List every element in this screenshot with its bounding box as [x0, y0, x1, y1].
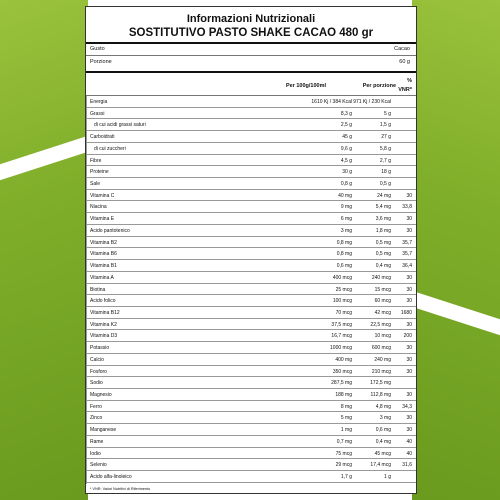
value-per100: 100 mcg [332, 298, 352, 305]
value-portion: 1 g [384, 474, 391, 480]
value-vnr: 30 [406, 415, 412, 422]
divider [86, 42, 416, 44]
value-portion: 1,5 g [379, 122, 391, 129]
background-right-green [412, 0, 500, 500]
value-per100: 2,5 g [340, 122, 352, 129]
nutrient-name: Vitamina D3 [90, 333, 118, 340]
nutrient-name: Rame [90, 438, 104, 445]
nutrient-name: Vitamina A [90, 274, 114, 281]
table-row [86, 366, 416, 378]
value-per100: 16,7 mcg [331, 333, 352, 340]
value-portion: 22,5 mcg [370, 321, 391, 328]
nutrient-name: Vitamina B12 [90, 309, 120, 316]
value-per100: 400 mcg [332, 274, 352, 281]
value-vnr: 30 [406, 298, 412, 305]
value-per100: 287,5 mg [331, 380, 352, 387]
table-row [86, 190, 416, 202]
table-row [86, 377, 416, 389]
value-portion: 17,4 mcg [370, 462, 391, 469]
nutrient-name: Calcio [90, 356, 104, 363]
value-portion: 0,6 mg [375, 427, 391, 434]
table-row [86, 155, 416, 167]
column-header-per100: Per 100g/100ml [285, 83, 326, 89]
meta-label: Porzione [90, 59, 112, 65]
nutrient-name: Magnesio [90, 391, 112, 398]
meta-value: Cacao [394, 46, 410, 52]
nutrient-name: Acido alfa-linoleico [90, 474, 132, 480]
nutrient-name: di cui zuccheri [94, 145, 126, 152]
table-row [86, 213, 416, 225]
table-row [86, 225, 416, 237]
background-left-green [0, 0, 88, 500]
value-per100: 0,6 mg [336, 263, 352, 270]
value-vnr: 30 [406, 286, 412, 293]
value-portion: 0,5 mg [375, 239, 391, 246]
nutrient-name: Fosforo [90, 368, 107, 375]
product-name: SOSTITUTIVO PASTO SHAKE CACAO 480 gr [128, 27, 374, 39]
nutrient-name: Vitamina C [90, 192, 115, 199]
nutrient-name: Potassio [90, 345, 110, 352]
value-vnr: 30 [406, 391, 412, 398]
value-vnr: 30 [406, 356, 412, 363]
value-portion: 0,5 mg [375, 251, 391, 258]
table-row [86, 143, 416, 155]
value-portion: 60 mcg [374, 298, 391, 305]
value-vnr: 35,7 [402, 239, 412, 246]
table-row [86, 295, 416, 307]
table-row [86, 330, 416, 342]
value-portion: 112,8 mg [370, 391, 391, 398]
value-portion: 1,8 mg [375, 227, 391, 234]
value-per100: 25 mcg [335, 286, 352, 293]
table-row [86, 448, 416, 460]
value-portion: 5 g [384, 110, 391, 117]
value-vnr: 30 [406, 274, 412, 281]
nutrition-table [86, 96, 416, 483]
nutrient-name: Vitamina K2 [90, 321, 117, 328]
nutrient-name: Sodio [90, 380, 103, 387]
value-per100: 3 mg [340, 227, 352, 234]
value-vnr: 30 [406, 227, 412, 234]
value-vnr: 30 [406, 321, 412, 328]
nutrient-name: Vitamina B1 [90, 263, 117, 270]
value-per100: 400 mg [335, 356, 352, 363]
table-row [86, 108, 416, 120]
value-per100: 45 g [342, 134, 352, 141]
meta-value: 60 g [399, 59, 410, 65]
value-portion: 5,8 g [379, 145, 391, 152]
value-per100: 5 mg [340, 415, 352, 422]
meta-row-portion [90, 59, 412, 65]
value-vnr: 35,7 [402, 251, 412, 258]
value-per100: 9,6 g [340, 145, 352, 152]
value-vnr: 1680 [400, 309, 412, 316]
value-portion: 0,4 mg [375, 263, 391, 270]
nutrient-name: Vitamina E [90, 216, 115, 223]
value-per100: 0,8 mg [336, 239, 352, 246]
table-row [86, 471, 416, 483]
value-portion: 3,6 mg [375, 216, 391, 223]
nutrient-name: Energia [90, 99, 108, 105]
table-row [86, 260, 416, 272]
footnote: * VNR: Valori Nutritivi di Riferimento [90, 487, 151, 491]
value-per100: 1000 mcg [330, 345, 352, 352]
value-vnr: 31,6 [402, 462, 412, 469]
background-stripe [0, 136, 88, 181]
value-per100: 29 mcg [335, 462, 352, 469]
value-portion: 5,4 mg [375, 204, 391, 211]
nutrient-name: Vitamina B6 [90, 251, 117, 258]
value-portion: 2,7 g [379, 157, 391, 164]
table-row [86, 342, 416, 354]
value-per100: 0,8 mg [336, 251, 352, 258]
meta-row-flavour [90, 46, 412, 52]
value-vnr: 40 [406, 450, 412, 457]
meta-label: Gusto [90, 46, 105, 52]
value-portion: 4,8 mg [375, 403, 391, 410]
value-vnr: 34,3 [402, 403, 412, 410]
divider [86, 55, 416, 56]
value-portion: 240 mcg [371, 274, 391, 281]
value-vnr: 200 [403, 333, 412, 340]
nutrient-name: Manganese [90, 427, 117, 434]
value-portion: 45 mcg [374, 450, 391, 457]
table-row [86, 119, 416, 131]
value-per100: 6 mg [340, 216, 352, 223]
nutrient-name: Grassi [90, 110, 105, 117]
table-row [86, 96, 416, 108]
table-row [86, 401, 416, 413]
value-portion: 24 mg [377, 192, 391, 199]
value-portion: 210 mcg [371, 368, 391, 375]
table-row [86, 424, 416, 436]
value-per100: 37,5 mcg [331, 321, 352, 328]
value-per100: 40 mg [338, 192, 352, 199]
nutrient-name: Acido pantotenico [90, 227, 130, 234]
value-per100: 4,5 g [340, 157, 352, 164]
nutrient-name: Biotina [90, 286, 106, 293]
value-per100: 70 mcg [335, 309, 352, 316]
nutrient-name: Zinco [90, 415, 103, 422]
table-header [86, 76, 416, 96]
value-vnr: 33,8 [402, 204, 412, 211]
nutrient-name: Vitamina B2 [90, 239, 117, 246]
nutrient-name: Niacina [90, 204, 107, 211]
value-portion: 0,4 mg [375, 438, 391, 445]
nutrient-name: Iodio [90, 450, 101, 457]
nutrient-name: Proteine [90, 169, 109, 176]
value-vnr: 40 [406, 438, 412, 445]
value-per100: 1,7 g [340, 474, 352, 480]
value-portion: 240 mg [374, 356, 391, 363]
table-row [86, 248, 416, 260]
column-header-portion: Per porzione [362, 83, 396, 89]
value-portion: 971 Kj / 230 Kcal [353, 99, 391, 105]
nutrient-name: Ferro [90, 403, 102, 410]
table-row [86, 178, 416, 190]
table-row [86, 307, 416, 319]
value-vnr: 30 [406, 368, 412, 375]
nutrient-name: Selenio [90, 462, 107, 469]
value-vnr: 30 [406, 216, 412, 223]
table-row [86, 131, 416, 143]
table-row [86, 272, 416, 284]
nutrient-name: di cui acidi grassi saturi [94, 122, 146, 129]
column-header-vnr: % VNR* [398, 78, 412, 93]
value-portion: 27 g [381, 134, 391, 141]
value-portion: 42 mcg [374, 309, 391, 316]
nutrient-name: Acido folico [90, 298, 116, 305]
value-portion: 600 mcg [371, 345, 391, 352]
value-portion: 18 g [381, 169, 391, 176]
value-vnr: 30 [406, 192, 412, 199]
value-per100: 30 g [342, 169, 352, 176]
background-stripe [412, 291, 500, 336]
table-row [86, 412, 416, 424]
value-portion: 10 mcg [374, 333, 391, 340]
value-per100: 8 mg [340, 403, 352, 410]
value-portion: 0,5 g [379, 181, 391, 188]
value-per100: 350 mcg [332, 368, 352, 375]
value-per100: 9 mg [340, 204, 352, 211]
table-row [86, 319, 416, 331]
value-per100: 1610 Kj / 384 Kcal [311, 99, 352, 105]
nutrient-name: Fibre [90, 157, 102, 164]
table-row [86, 237, 416, 249]
table-row [86, 166, 416, 178]
value-per100: 1 mg [340, 427, 352, 434]
nutrient-name: Carboidrati [90, 134, 115, 141]
value-vnr: 30 [406, 427, 412, 434]
table-row [86, 201, 416, 213]
value-per100: 75 mcg [335, 450, 352, 457]
table-row [86, 459, 416, 471]
value-vnr: 30 [406, 345, 412, 352]
table-row [86, 389, 416, 401]
value-per100: 188 mg [335, 391, 352, 398]
divider [86, 71, 416, 73]
value-per100: 0,7 mg [336, 438, 352, 445]
nutrition-label [85, 6, 417, 494]
table-row [86, 284, 416, 296]
value-portion: 172,5 mg [370, 380, 391, 387]
value-per100: 0,8 g [340, 181, 352, 188]
value-portion: 3 mg [379, 415, 391, 422]
value-per100: 8,3 g [340, 110, 352, 117]
label-title: Informazioni Nutrizionali [186, 13, 316, 25]
value-portion: 15 mcg [374, 286, 391, 293]
value-vnr: 36,4 [402, 263, 412, 270]
table-row [86, 354, 416, 366]
table-row [86, 436, 416, 448]
nutrient-name: Sale [90, 181, 101, 188]
